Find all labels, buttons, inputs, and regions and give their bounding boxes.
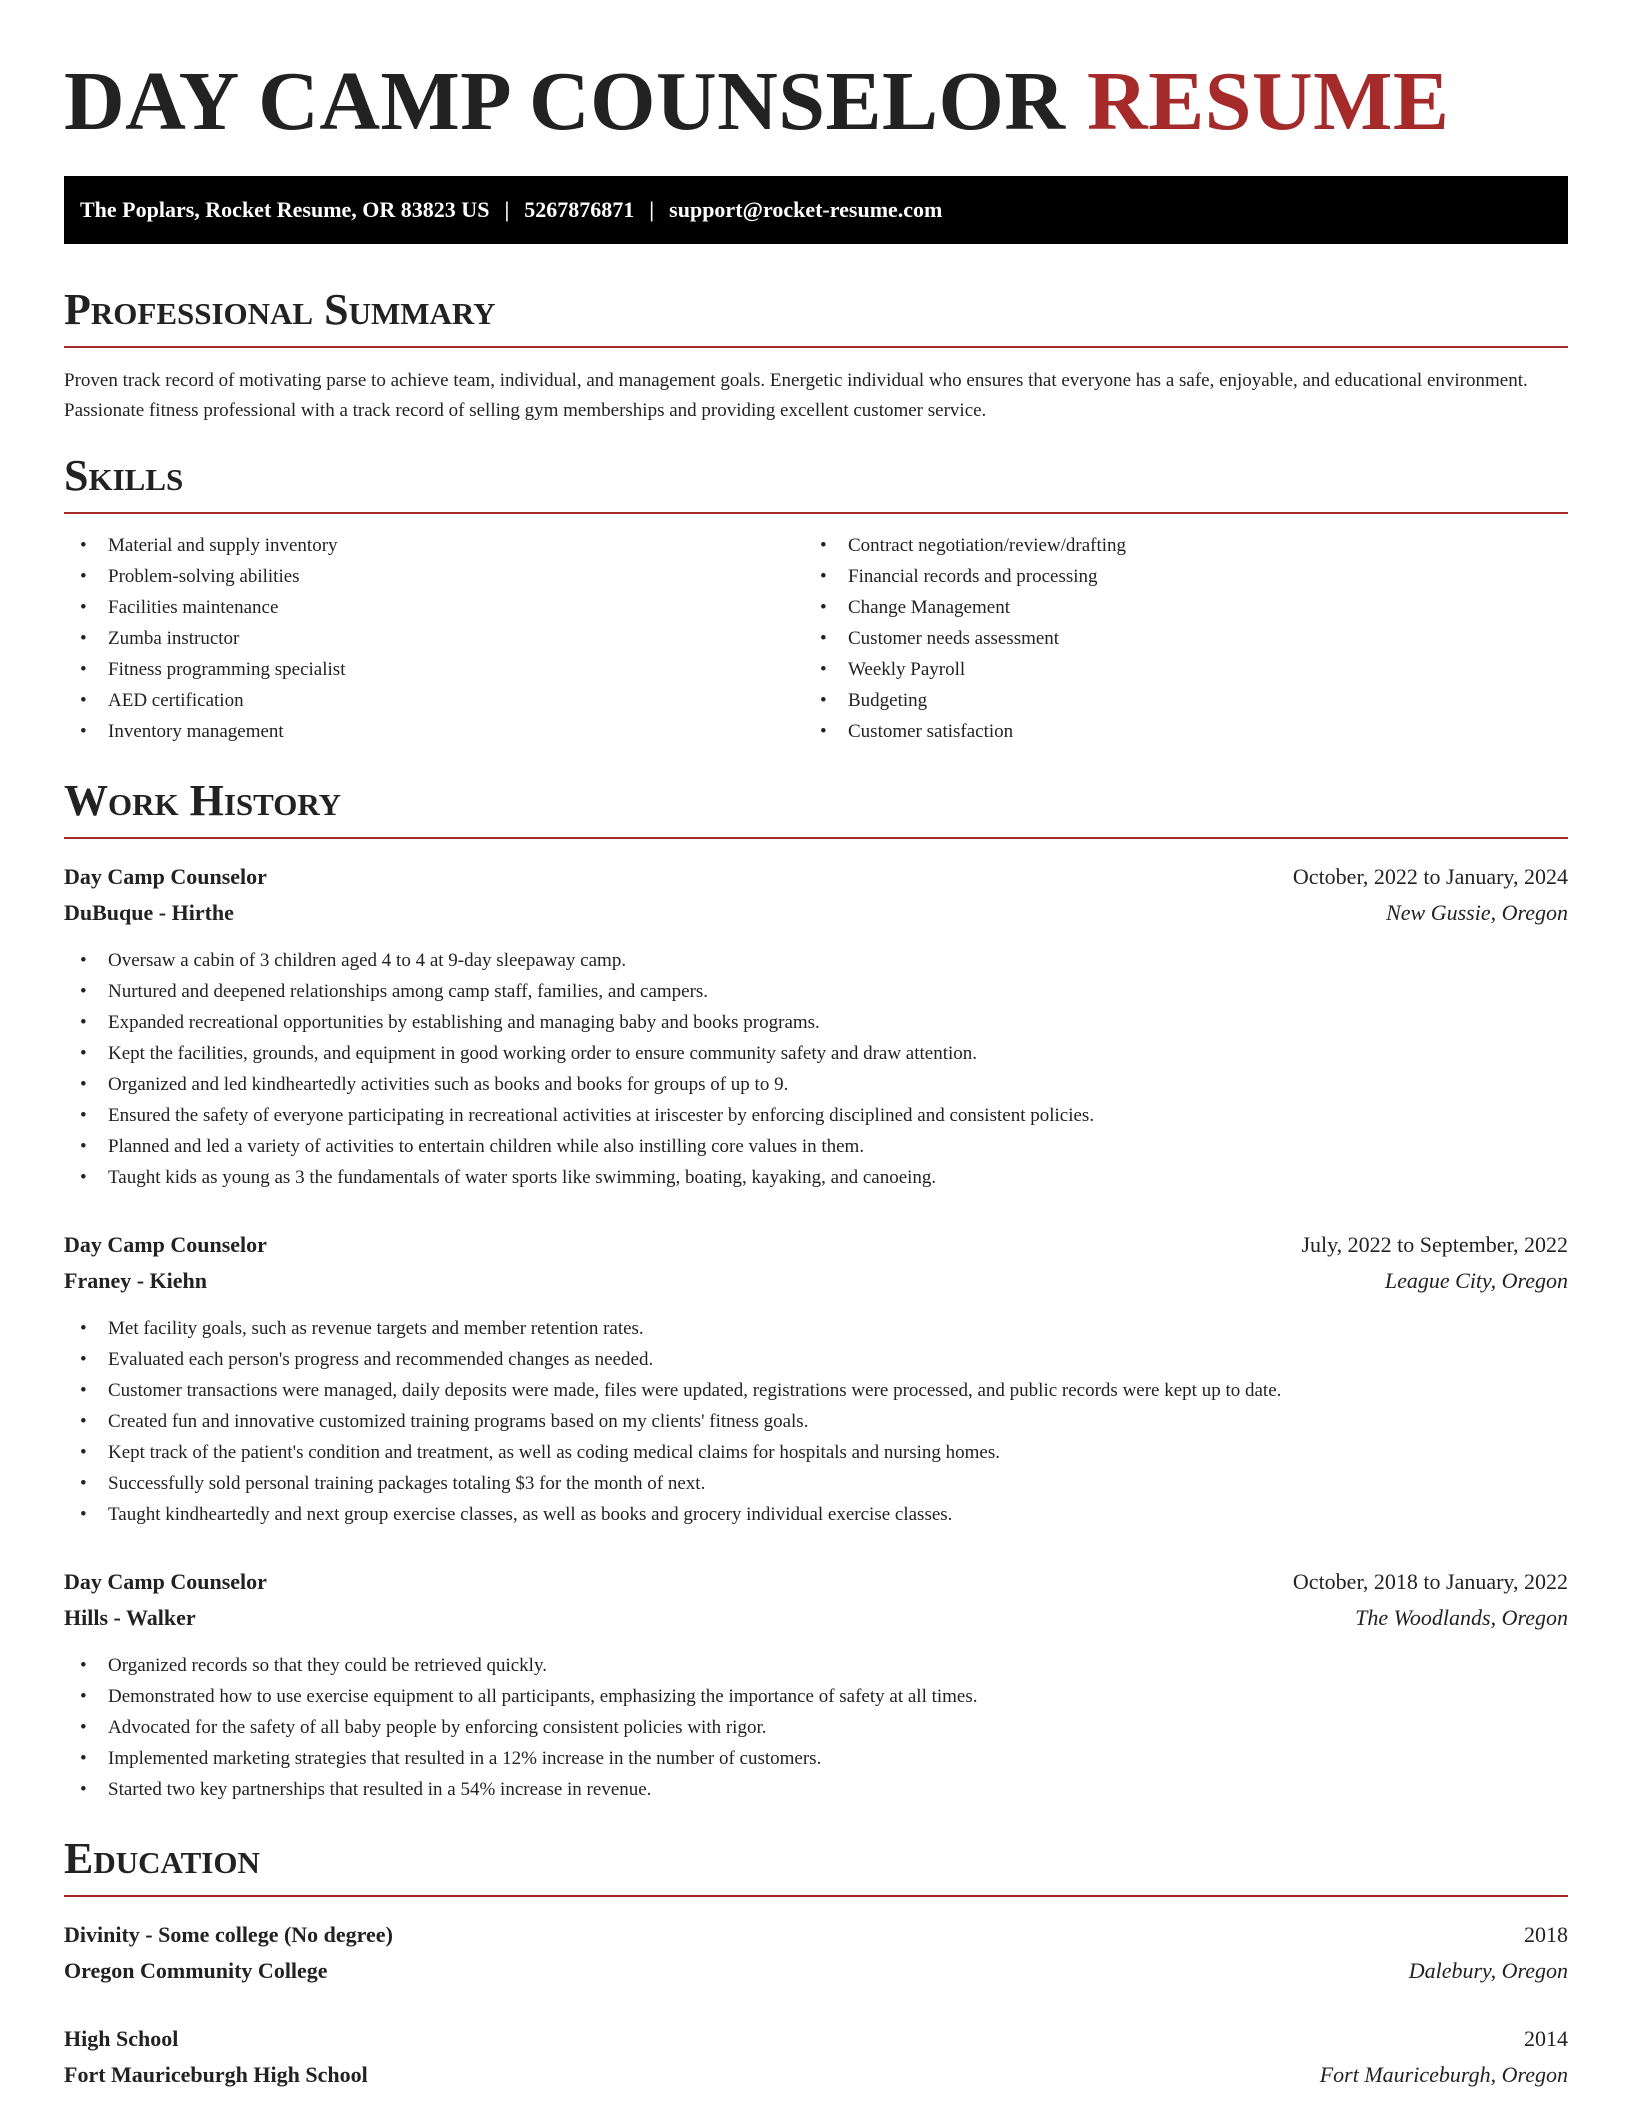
- education-degree-row: [64, 1917, 1568, 1953]
- education-location: Fort Mauriceburgh, Oregon: [1319, 2062, 1568, 2087]
- education-year: 2018: [1524, 1922, 1568, 1947]
- skill-item: • Material and supply inventory: [64, 530, 804, 561]
- job-bullets: [64, 945, 1568, 1193]
- job-bullet: • Demonstrated how to use exercise equipment to all participants, emphasizing the importance of safety at all times.: [64, 1681, 1568, 1712]
- job-bullet: • Kept the facilities, grounds, and equipment in good working order to ensure community safety and draw attention.: [64, 1038, 1568, 1069]
- job-bullet: • Organized and led kindheartedly activities such as books and books for groups of up to 9.: [64, 1069, 1568, 1100]
- job-company-row: [64, 1263, 1568, 1299]
- job-bullet: • Oversaw a cabin of 3 children aged 4 to 4 at 9-day sleepaway camp.: [64, 945, 1568, 976]
- education-heading: Education: [64, 1833, 1568, 1897]
- skill-item: • Customer satisfaction: [804, 716, 1544, 747]
- skill-item: • Change Management: [804, 592, 1544, 623]
- contact-email: support@rocket-resume.com: [669, 197, 943, 222]
- job-bullet: • Planned and led a variety of activities to entertain children while also instilling core values in them.: [64, 1131, 1568, 1162]
- skill-item: • Facilities maintenance: [64, 592, 804, 623]
- skill-item: • Budgeting: [804, 685, 1544, 716]
- skill-item: • Inventory management: [64, 716, 804, 747]
- job-dates: October, 2018 to January, 2022: [1292, 1569, 1568, 1594]
- job-bullet: • Ensured the safety of everyone participating in recreational activities at iriscester by enforcing disciplined and consistent policies.: [64, 1100, 1568, 1131]
- job-dates: July, 2022 to September, 2022: [1301, 1232, 1568, 1257]
- work-history-section: [64, 775, 1568, 1805]
- education-school-row: [64, 1953, 1568, 1989]
- skills-list-left: [64, 530, 804, 747]
- job-title-row: [64, 1227, 1568, 1263]
- education-year: 2014: [1524, 2026, 1568, 2051]
- skill-item: • AED certification: [64, 685, 804, 716]
- job-bullet: • Met facility goals, such as revenue targets and member retention rates.: [64, 1313, 1568, 1344]
- job-company: Franey - Kiehn: [64, 1268, 207, 1293]
- title-main: DAY CAMP COUNSELOR: [64, 55, 1066, 148]
- skill-item: • Contract negotiation/review/drafting: [804, 530, 1544, 561]
- job-company: DuBuque - Hirthe: [64, 900, 234, 925]
- job-title-row: [64, 859, 1568, 895]
- skill-item: • Customer needs assessment: [804, 623, 1544, 654]
- education-degree-row: [64, 2021, 1568, 2057]
- job-bullets: [64, 1313, 1568, 1530]
- summary-heading: Professional Summary: [64, 284, 1568, 348]
- summary-section: [64, 284, 1568, 426]
- education-section: [64, 1833, 1568, 2093]
- skill-item: • Financial records and processing: [804, 561, 1544, 592]
- job-dates: October, 2022 to January, 2024: [1292, 864, 1568, 889]
- skills-section: [64, 450, 1568, 747]
- job-entry: [64, 1227, 1568, 1530]
- job-bullet: • Nurtured and deepened relationships among camp staff, families, and campers.: [64, 976, 1568, 1007]
- contact-separator: |: [649, 197, 655, 222]
- job-location: League City, Oregon: [1384, 1268, 1568, 1293]
- title-accent: RESUME: [1087, 55, 1450, 148]
- contact-phone: 5267876871: [524, 197, 635, 222]
- job-company-row: [64, 895, 1568, 931]
- job-title: Day Camp Counselor: [64, 1569, 267, 1594]
- skill-item: • Zumba instructor: [64, 623, 804, 654]
- education-degree: Divinity - Some college (No degree): [64, 1922, 393, 1947]
- job-bullet: • Evaluated each person's progress and recommended changes as needed.: [64, 1344, 1568, 1375]
- contact-address: The Poplars, Rocket Resume, OR 83823 US: [80, 197, 490, 222]
- skills-grid: [64, 530, 1568, 747]
- education-school: Oregon Community College: [64, 1958, 328, 1983]
- job-entry: [64, 859, 1568, 1193]
- skill-item: • Problem-solving abilities: [64, 561, 804, 592]
- contact-separator: |: [504, 197, 510, 222]
- job-bullet: • Successfully sold personal training packages totaling $3 for the month of next.: [64, 1468, 1568, 1499]
- education-location: Dalebury, Oregon: [1408, 1958, 1568, 1983]
- job-title: Day Camp Counselor: [64, 864, 267, 889]
- education-school: Fort Mauriceburgh High School: [64, 2062, 368, 2087]
- job-bullet: • Customer transactions were managed, daily deposits were made, files were updated, registrations were processed, and public records were kept up to date.: [64, 1375, 1568, 1406]
- job-bullet: • Created fun and innovative customized training programs based on my clients' fitness goals.: [64, 1406, 1568, 1437]
- job-bullet: • Advocated for the safety of all baby people by enforcing consistent policies with rigor.: [64, 1712, 1568, 1743]
- skills-list-right: [804, 530, 1544, 747]
- job-bullet: • Started two key partnerships that resulted in a 54% increase in revenue.: [64, 1774, 1568, 1805]
- education-entry: [64, 1917, 1568, 1989]
- contact-bar: [64, 176, 1568, 244]
- job-bullet: • Taught kids as young as 3 the fundamentals of water sports like swimming, boating, kayaking, and canoeing.: [64, 1162, 1568, 1193]
- skill-item: • Fitness programming specialist: [64, 654, 804, 685]
- job-bullet: • Expanded recreational opportunities by establishing and managing baby and books programs.: [64, 1007, 1568, 1038]
- job-bullet: • Organized records so that they could be retrieved quickly.: [64, 1650, 1568, 1681]
- job-company: Hills - Walker: [64, 1605, 196, 1630]
- job-title-row: [64, 1564, 1568, 1600]
- job-company-row: [64, 1600, 1568, 1636]
- job-bullets: [64, 1650, 1568, 1805]
- job-title: Day Camp Counselor: [64, 1232, 267, 1257]
- job-bullet: • Implemented marketing strategies that resulted in a 12% increase in the number of customers.: [64, 1743, 1568, 1774]
- education-degree: High School: [64, 2026, 179, 2051]
- resume-title: [64, 52, 1568, 152]
- education-entry: [64, 2021, 1568, 2093]
- job-location: The Woodlands, Oregon: [1355, 1605, 1568, 1630]
- job-bullet: • Kept track of the patient's condition and treatment, as well as coding medical claims for hospitals and nursing homes.: [64, 1437, 1568, 1468]
- skills-heading: Skills: [64, 450, 1568, 514]
- summary-text: Proven track record of motivating parse to achieve team, individual, and management goals. Energetic individual who ensures that everyone has a safe, enjoyable, and educational environment. Passionate fitness professional with a track record of selling gym memberships and providing excellent customer service.: [64, 370, 1528, 421]
- work-history-heading: Work History: [64, 775, 1568, 839]
- job-location: New Gussie, Oregon: [1386, 900, 1568, 925]
- job-entry: [64, 1564, 1568, 1805]
- education-school-row: [64, 2057, 1568, 2093]
- job-bullet: • Taught kindheartedly and next group exercise classes, as well as books and grocery individual exercise classes.: [64, 1499, 1568, 1530]
- skill-item: • Weekly Payroll: [804, 654, 1544, 685]
